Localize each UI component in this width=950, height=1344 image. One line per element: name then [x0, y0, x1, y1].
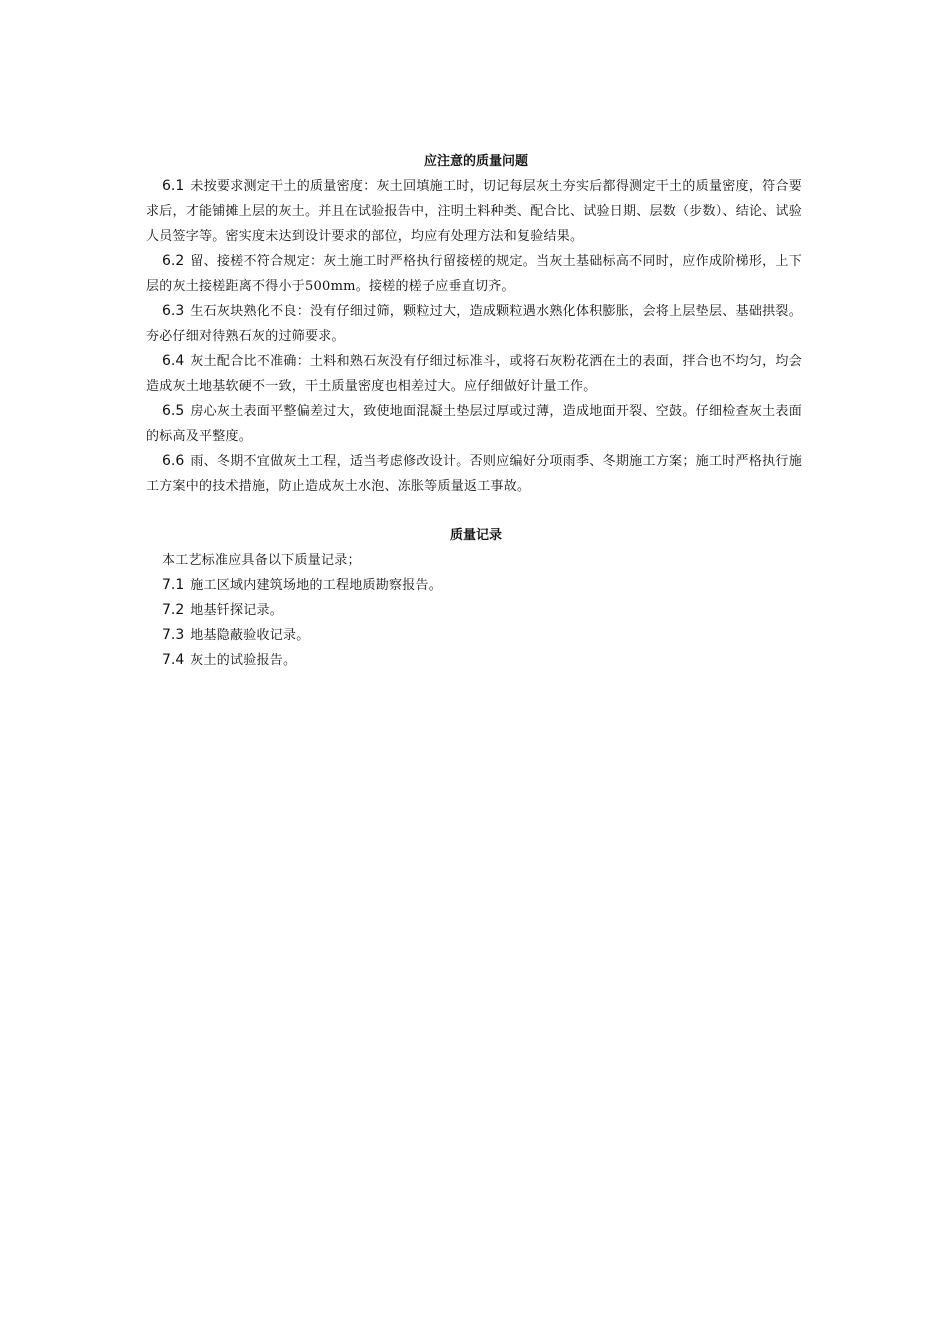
clause-number: 6.1 — [162, 178, 185, 194]
clause-number: 6.5 — [162, 403, 185, 419]
clause-number: 6.4 — [162, 353, 185, 369]
record-number: 7.4 — [162, 652, 185, 668]
clause-text: 房心灰土表面平整偏差过大，致使地面混凝土垫层过厚或过薄，造成地面开裂、空鼓。仔细检查灰土表面的标高及平整度。 — [146, 404, 802, 444]
clause-text: 灰土配合比不准确：土料和熟石灰没有仔细过标准斗，或将石灰粉花洒在土的表面，拌合也不均匀，均会造成灰土地基软硬不一致，干土质量密度也相差过大。应仔细做好计量工作。 — [146, 354, 802, 394]
clause-6-5 — [146, 399, 802, 449]
clause-6-6 — [146, 449, 802, 499]
record-7-1 — [146, 573, 802, 598]
records-intro: 本工艺标准应具备以下质量记录； — [162, 553, 361, 568]
clause-number: 6.2 — [162, 253, 185, 269]
section-heading-quality-issues: 应注意的质量问题 — [423, 154, 528, 169]
clause-6-4 — [146, 349, 802, 399]
clause-text: 生石灰块熟化不良：没有仔细过筛，颗粒过大，造成颗粒遇水熟化体积膨胀，会将上层垫层、基础拱裂。夯必仔细对待熟石灰的过筛要求。 — [146, 304, 802, 344]
clause-text: 留、接槎不符合规定：灰土施工时严格执行留接槎的规定。当灰土基础标高不同时，应作成阶梯形，上下层的灰土接槎距离不得小于500mm。接槎的槎子应垂直切齐。 — [146, 254, 802, 294]
clause-6-3 — [146, 299, 802, 349]
record-number: 7.1 — [162, 577, 185, 593]
record-7-3 — [146, 623, 802, 648]
section-heading-quality-records: 质量记录 — [449, 528, 502, 543]
record-text: 地基隐蔽验收记录。 — [190, 628, 310, 643]
record-text: 施工区域内建筑场地的工程地质勘察报告。 — [190, 578, 443, 593]
clause-text: 未按要求测定干土的质量密度：灰土回填施工时，切记每层灰土夯实后都得测定干土的质量密度，符合要求后，才能铺摊上层的灰土。并且在试验报告中，注明土料种类、配合比、试验日期、层数（步数）、结论、试验人员签字等。密实度末达到设计要求的部位，均应有处理方法和复验结果。 — [146, 179, 803, 244]
section-spacer — [146, 499, 802, 524]
record-text: 地基钎探记录。 — [190, 603, 284, 618]
clause-number: 6.6 — [162, 453, 185, 469]
clause-6-2 — [146, 249, 802, 299]
record-7-2 — [146, 598, 802, 623]
clause-text: 雨、冬期不宜做灰土工程，适当考虑修改设计。否则应编好分项雨季、冬期施工方案；施工时严格执行施工方案中的技术措施，防止造成灰土水泡、冻胀等质量返工事故。 — [146, 454, 802, 494]
record-7-4 — [146, 648, 802, 673]
record-number: 7.2 — [162, 602, 185, 618]
clause-6-1 — [146, 174, 802, 249]
record-number: 7.3 — [162, 627, 185, 643]
document-body — [146, 150, 802, 673]
clause-number: 6.3 — [162, 303, 185, 319]
record-text: 灰土的试验报告。 — [190, 653, 297, 668]
